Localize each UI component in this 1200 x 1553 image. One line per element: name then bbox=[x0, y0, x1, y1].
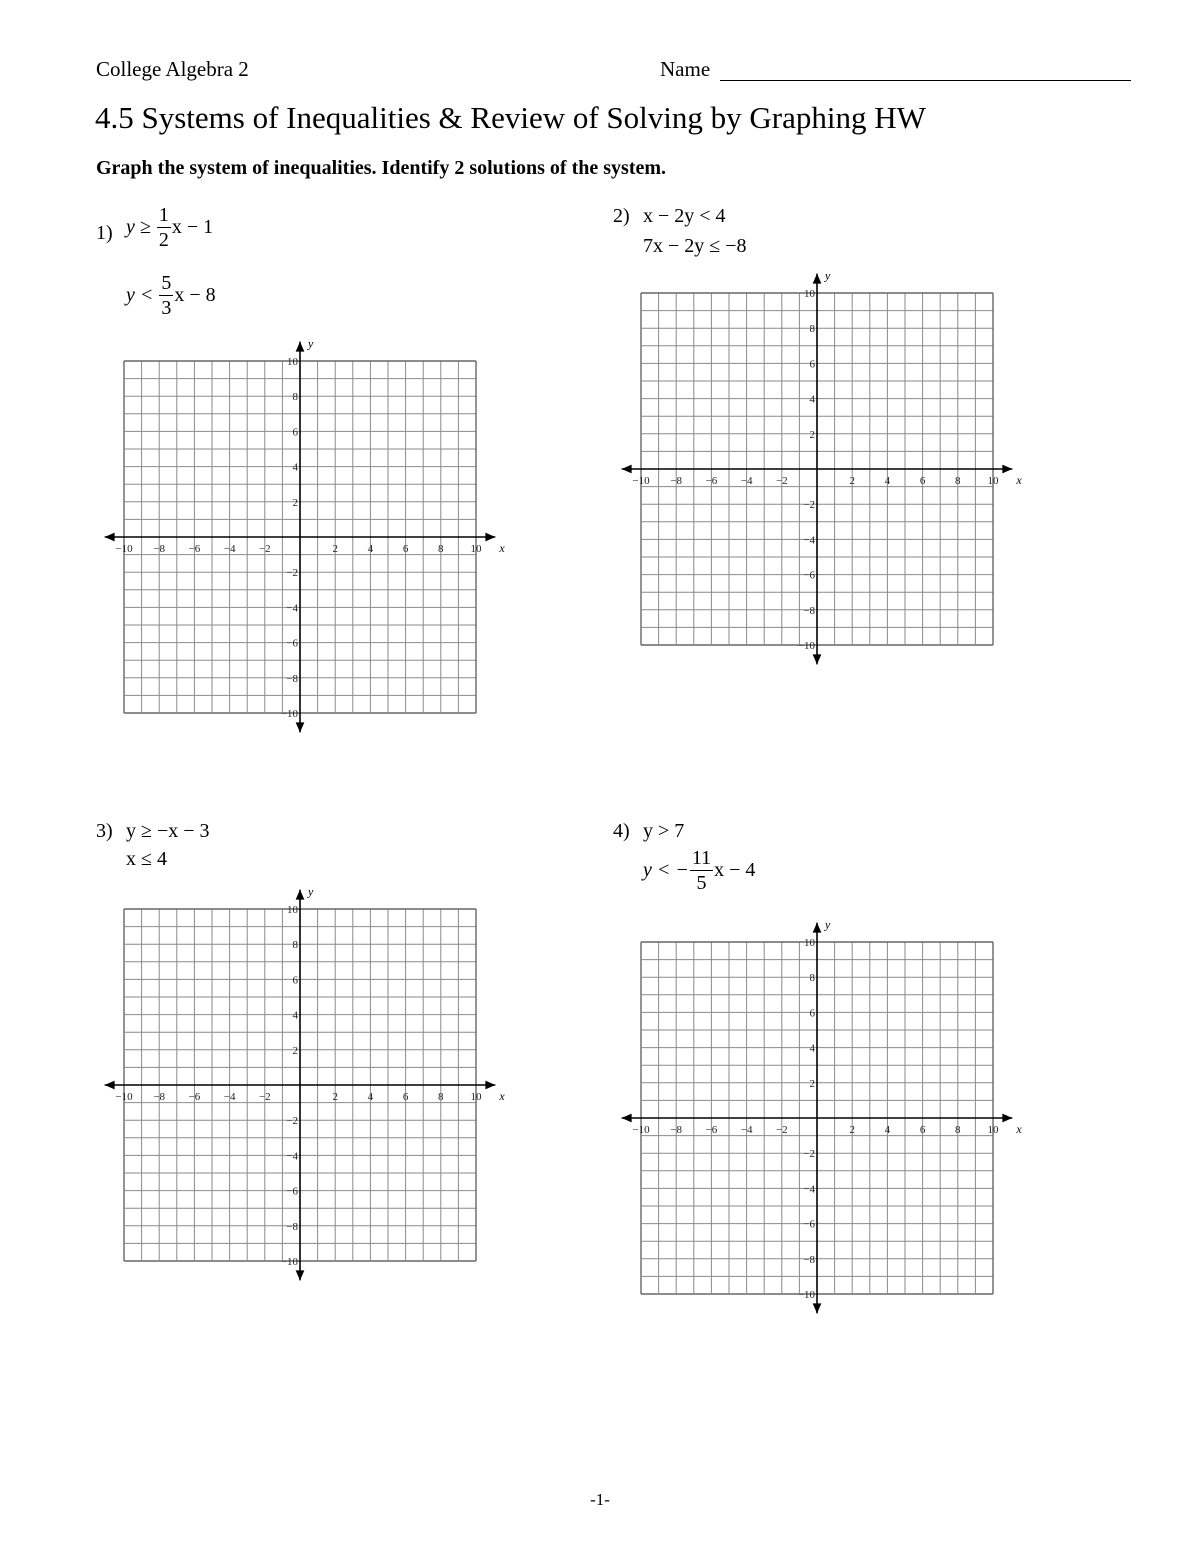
y-tick-label: −2 bbox=[286, 1115, 298, 1128]
y-tick-label: −10 bbox=[280, 1256, 298, 1268]
y-tick-label: −8 bbox=[803, 1253, 815, 1266]
x-tick-label: −8 bbox=[153, 1091, 166, 1103]
x-tick-label: 8 bbox=[438, 1091, 444, 1103]
x-tick-label: 10 bbox=[987, 1124, 999, 1136]
x-tick-label: −4 bbox=[223, 1091, 236, 1103]
x-tick-label: 6 bbox=[919, 1124, 926, 1136]
x-tick-label: −2 bbox=[258, 1091, 271, 1103]
x-tick-label: −8 bbox=[670, 475, 683, 487]
y-tick-label: −10 bbox=[280, 708, 298, 720]
x-tick-label: −2 bbox=[775, 475, 788, 487]
y-tick-label: −10 bbox=[797, 1289, 815, 1301]
y-tick-label: 6 bbox=[809, 358, 815, 371]
y-tick-label: −4 bbox=[286, 1150, 298, 1163]
x-tick-label: −10 bbox=[632, 475, 650, 487]
x-tick-label: 6 bbox=[402, 543, 409, 555]
y-tick-label: 8 bbox=[809, 323, 815, 336]
y-axis-label: y bbox=[308, 336, 314, 351]
y-tick-label: 2 bbox=[809, 428, 815, 441]
x-tick-label: −6 bbox=[705, 475, 718, 487]
x-tick-label: 2 bbox=[849, 1124, 855, 1136]
y-tick-label: 6 bbox=[292, 426, 298, 439]
x-tick-label: 10 bbox=[470, 543, 482, 555]
y-tick-label: 4 bbox=[809, 1042, 815, 1055]
y-tick-label: −6 bbox=[803, 569, 815, 582]
x-axis-label: x bbox=[499, 541, 505, 555]
x-tick-label: 8 bbox=[955, 475, 961, 487]
problem-number: 2) bbox=[613, 205, 630, 227]
y-tick-label: 10 bbox=[804, 937, 815, 949]
x-tick-label: −4 bbox=[740, 1124, 753, 1136]
y-axis-label: y bbox=[308, 884, 314, 899]
x-tick-label: −6 bbox=[705, 1124, 718, 1136]
inequality-2: x ≤ 4 bbox=[126, 848, 167, 870]
inequality-1: y ≥ −x − 3 bbox=[126, 820, 210, 842]
inequality-2: 7x − 2y ≤ −8 bbox=[643, 235, 747, 257]
y-tick-label: 4 bbox=[292, 1009, 298, 1022]
x-tick-label: 10 bbox=[470, 1091, 482, 1103]
page-number: -1- bbox=[590, 1490, 610, 1509]
y-tick-label: −4 bbox=[803, 534, 815, 547]
fraction: $\frac{5}{3}$ bbox=[161, 272, 172, 319]
y-tick-label: −8 bbox=[286, 672, 298, 685]
y-tick-label: 2 bbox=[292, 1044, 298, 1057]
fraction: $\frac{11}{5}$ bbox=[691, 847, 712, 894]
y-tick-label: 10 bbox=[287, 904, 298, 916]
y-tick-label: 6 bbox=[809, 1007, 815, 1020]
y-tick-label: 4 bbox=[809, 393, 815, 406]
y-tick-label: −6 bbox=[286, 637, 298, 650]
x-tick-label: 4 bbox=[367, 1091, 374, 1103]
y-tick-label: −8 bbox=[286, 1220, 298, 1233]
x-tick-label: −4 bbox=[223, 543, 236, 555]
y-tick-label: 2 bbox=[809, 1077, 815, 1090]
problem-number: 4) bbox=[613, 820, 630, 842]
x-tick-label: 4 bbox=[884, 475, 891, 487]
y-tick-label: 8 bbox=[809, 972, 815, 985]
y-tick-label: −8 bbox=[803, 604, 815, 617]
x-tick-label: 4 bbox=[367, 543, 374, 555]
course-label: College Algebra 2 bbox=[96, 57, 249, 81]
y-tick-label: −6 bbox=[803, 1218, 815, 1231]
x-tick-label: −2 bbox=[775, 1124, 788, 1136]
x-tick-label: −10 bbox=[115, 543, 133, 555]
x-axis-label: x bbox=[1016, 473, 1022, 487]
x-axis-label: x bbox=[499, 1089, 505, 1103]
y-axis-arrow-down bbox=[813, 1303, 822, 1313]
x-tick-label: −4 bbox=[740, 475, 753, 487]
x-tick-label: −6 bbox=[188, 1091, 201, 1103]
x-axis-arrow-right bbox=[1002, 1114, 1012, 1123]
problem-number: 3) bbox=[96, 820, 113, 842]
y-tick-label: −2 bbox=[286, 567, 298, 580]
x-tick-label: 6 bbox=[402, 1091, 409, 1103]
x-tick-label: 2 bbox=[849, 475, 855, 487]
x-tick-label: 8 bbox=[438, 543, 444, 555]
fraction: $\frac{1}{2}$ bbox=[158, 204, 169, 251]
y-axis-arrow-up bbox=[813, 923, 822, 933]
y-tick-label: 10 bbox=[287, 356, 298, 368]
y-axis-label: y bbox=[825, 917, 831, 932]
instructions: Graph the system of inequalities. Identify 2 solutions of the system. bbox=[96, 157, 667, 179]
y-tick-label: 2 bbox=[292, 496, 298, 509]
y-tick-label: −6 bbox=[286, 1185, 298, 1198]
x-axis-arrow-left bbox=[622, 1114, 632, 1123]
x-tick-label: −8 bbox=[153, 543, 166, 555]
y-tick-label: −4 bbox=[286, 602, 298, 615]
inequality-1: x − 2y < 4 bbox=[643, 205, 726, 227]
x-tick-label: 2 bbox=[332, 1091, 338, 1103]
y-tick-label: 6 bbox=[292, 974, 298, 987]
inequality-2: y < $\frac{5}{3}$ x − 8 bbox=[126, 272, 216, 319]
y-tick-label: −10 bbox=[797, 640, 815, 652]
y-tick-label: −4 bbox=[803, 1183, 815, 1196]
x-tick-label: 10 bbox=[987, 475, 999, 487]
x-tick-label: 4 bbox=[884, 1124, 891, 1136]
inequality-1: y > 7 bbox=[643, 820, 685, 842]
x-tick-label: 6 bbox=[919, 475, 926, 487]
x-tick-label: −2 bbox=[258, 543, 271, 555]
x-tick-label: 8 bbox=[955, 1124, 961, 1136]
y-tick-label: 10 bbox=[804, 288, 815, 300]
y-axis-label: y bbox=[825, 268, 831, 283]
x-axis-label: x bbox=[1016, 1122, 1022, 1136]
name-label: Name bbox=[660, 57, 711, 81]
x-tick-label: −6 bbox=[188, 543, 201, 555]
y-tick-label: −2 bbox=[803, 499, 815, 512]
y-tick-label: 4 bbox=[292, 461, 298, 474]
problem-number: 1) bbox=[96, 222, 113, 244]
x-tick-label: 2 bbox=[332, 543, 338, 555]
page-title: 4.5 Systems of Inequalities & Review of Solving by Graphing HW bbox=[95, 100, 926, 135]
y-tick-label: 8 bbox=[292, 391, 298, 404]
inequality-1: y ≥ $\frac{1}{2}$ x − 1 bbox=[126, 204, 214, 251]
x-tick-label: −8 bbox=[670, 1124, 683, 1136]
y-tick-label: −2 bbox=[803, 1148, 815, 1161]
y-tick-label: 8 bbox=[292, 939, 298, 952]
x-tick-label: −10 bbox=[632, 1124, 650, 1136]
x-tick-label: −10 bbox=[115, 1091, 133, 1103]
inequality-2: y < − $\frac{11}{5}$ x − 4 bbox=[643, 847, 756, 894]
